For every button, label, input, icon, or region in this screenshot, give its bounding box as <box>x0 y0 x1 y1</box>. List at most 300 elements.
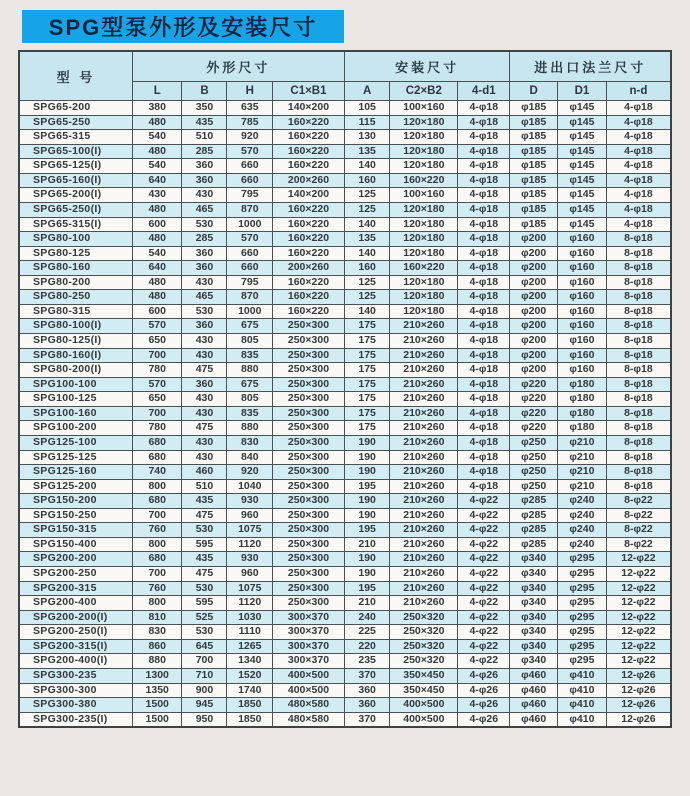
cell-L: 680 <box>132 552 182 567</box>
cell-4-d1: 4-φ18 <box>458 101 510 116</box>
cell-C2xB2: 120×180 <box>390 144 458 159</box>
cell-H: 1740 <box>227 683 273 698</box>
header-group-outline: 外形尺寸 <box>132 51 344 82</box>
cell-C2xB2: 120×180 <box>390 159 458 174</box>
cell-H: 785 <box>227 115 273 130</box>
cell-H: 795 <box>227 275 273 290</box>
cell-L: 640 <box>132 261 182 276</box>
cell-B: 430 <box>182 406 227 421</box>
cell-A: 190 <box>344 435 390 450</box>
cell-H: 930 <box>227 552 273 567</box>
cell-L: 700 <box>132 406 182 421</box>
cell-H: 880 <box>227 421 273 436</box>
table-row <box>19 101 671 116</box>
cell-A: 195 <box>344 479 390 494</box>
cell-D1: φ145 <box>557 144 606 159</box>
cell-D1: φ240 <box>557 523 606 538</box>
column-header-B: B <box>182 82 227 101</box>
cell-C2xB2: 210×260 <box>390 406 458 421</box>
cell-D1: φ180 <box>557 421 606 436</box>
cell-model: SPG300-235 <box>19 668 132 683</box>
cell-A: 195 <box>344 523 390 538</box>
cell-model: SPG80-125(I) <box>19 334 132 349</box>
cell-L: 1350 <box>132 683 182 698</box>
cell-D: φ250 <box>510 435 558 450</box>
cell-model: SPG100-100 <box>19 377 132 392</box>
cell-H: 660 <box>227 159 273 174</box>
cell-D: φ340 <box>510 596 558 611</box>
cell-n-d: 8-φ18 <box>606 246 671 261</box>
cell-B: 430 <box>182 348 227 363</box>
table-row <box>19 319 671 334</box>
column-header-D: D <box>510 82 558 101</box>
cell-C2xB2: 210×260 <box>390 552 458 567</box>
table-body <box>19 101 671 728</box>
table-row <box>19 523 671 538</box>
cell-D: φ185 <box>510 159 558 174</box>
table-row <box>19 377 671 392</box>
cell-A: 135 <box>344 144 390 159</box>
cell-B: 465 <box>182 202 227 217</box>
cell-D1: φ410 <box>557 683 606 698</box>
cell-D: φ250 <box>510 479 558 494</box>
cell-A: 175 <box>344 348 390 363</box>
cell-C2xB2: 120×180 <box>390 217 458 232</box>
cell-A: 125 <box>344 188 390 203</box>
cell-A: 140 <box>344 246 390 261</box>
cell-A: 125 <box>344 202 390 217</box>
cell-D1: φ160 <box>557 363 606 378</box>
cell-D: φ340 <box>510 581 558 596</box>
cell-A: 130 <box>344 130 390 145</box>
cell-C2xB2: 400×500 <box>390 712 458 727</box>
cell-model: SPG100-200 <box>19 421 132 436</box>
cell-4-d1: 4-φ18 <box>458 159 510 174</box>
cell-A: 160 <box>344 173 390 188</box>
cell-C1xB1: 250×300 <box>273 465 345 480</box>
cell-D1: φ160 <box>557 261 606 276</box>
table-row <box>19 537 671 552</box>
cell-model: SPG65-250(I) <box>19 202 132 217</box>
cell-B: 710 <box>182 668 227 683</box>
cell-B: 510 <box>182 130 227 145</box>
cell-C2xB2: 210×260 <box>390 508 458 523</box>
cell-model: SPG65-200 <box>19 101 132 116</box>
cell-C2xB2: 210×260 <box>390 567 458 582</box>
cell-H: 930 <box>227 494 273 509</box>
cell-H: 1030 <box>227 610 273 625</box>
cell-D1: φ410 <box>557 698 606 713</box>
cell-model: SPG150-400 <box>19 537 132 552</box>
cell-model: SPG200-400(I) <box>19 654 132 669</box>
cell-C2xB2: 120×180 <box>390 115 458 130</box>
cell-B: 950 <box>182 712 227 727</box>
cell-A: 175 <box>344 377 390 392</box>
cell-H: 1850 <box>227 698 273 713</box>
cell-A: 240 <box>344 610 390 625</box>
cell-D1: φ160 <box>557 334 606 349</box>
cell-C2xB2: 210×260 <box>390 581 458 596</box>
header-group-install: 安装尺寸 <box>344 51 510 82</box>
cell-H: 920 <box>227 465 273 480</box>
cell-B: 435 <box>182 552 227 567</box>
cell-L: 540 <box>132 246 182 261</box>
cell-model: SPG65-160(I) <box>19 173 132 188</box>
cell-C2xB2: 350×450 <box>390 668 458 683</box>
cell-n-d: 8-φ18 <box>606 261 671 276</box>
cell-L: 600 <box>132 217 182 232</box>
table-row <box>19 188 671 203</box>
cell-model: SPG100-125 <box>19 392 132 407</box>
cell-H: 660 <box>227 246 273 261</box>
cell-D: φ285 <box>510 523 558 538</box>
cell-D: φ460 <box>510 712 558 727</box>
cell-model: SPG200-315 <box>19 581 132 596</box>
cell-A: 225 <box>344 625 390 640</box>
column-header-C1xB1: C1×B1 <box>273 82 345 101</box>
cell-C1xB1: 160×220 <box>273 115 345 130</box>
cell-C1xB1: 200×260 <box>273 261 345 276</box>
cell-4-d1: 4-φ18 <box>458 261 510 276</box>
cell-D: φ200 <box>510 319 558 334</box>
cell-D1: φ145 <box>557 202 606 217</box>
cell-C1xB1: 160×220 <box>273 144 345 159</box>
cell-L: 540 <box>132 130 182 145</box>
cell-L: 760 <box>132 523 182 538</box>
cell-L: 480 <box>132 290 182 305</box>
table-row <box>19 406 671 421</box>
cell-B: 900 <box>182 683 227 698</box>
cell-H: 660 <box>227 173 273 188</box>
cell-L: 1300 <box>132 668 182 683</box>
cell-n-d: 12-φ22 <box>606 625 671 640</box>
cell-C1xB1: 250×300 <box>273 435 345 450</box>
table-row <box>19 275 671 290</box>
cell-model: SPG200-315(I) <box>19 639 132 654</box>
cell-model: SPG65-315(I) <box>19 217 132 232</box>
cell-C1xB1: 250×300 <box>273 334 345 349</box>
cell-H: 1120 <box>227 537 273 552</box>
table-row <box>19 668 671 683</box>
cell-4-d1: 4-φ18 <box>458 130 510 145</box>
column-header-n-d: n-d <box>606 82 671 101</box>
pump-dimensions-table <box>18 50 672 728</box>
cell-H: 920 <box>227 130 273 145</box>
cell-A: 370 <box>344 668 390 683</box>
cell-C2xB2: 210×260 <box>390 392 458 407</box>
cell-C1xB1: 250×300 <box>273 392 345 407</box>
cell-B: 285 <box>182 232 227 247</box>
cell-model: SPG80-160(I) <box>19 348 132 363</box>
cell-C1xB1: 160×220 <box>273 232 345 247</box>
cell-L: 380 <box>132 101 182 116</box>
cell-D: φ185 <box>510 202 558 217</box>
cell-D: φ340 <box>510 625 558 640</box>
cell-4-d1: 4-φ18 <box>458 435 510 450</box>
cell-4-d1: 4-φ18 <box>458 363 510 378</box>
cell-A: 175 <box>344 319 390 334</box>
cell-D1: φ145 <box>557 159 606 174</box>
cell-B: 430 <box>182 450 227 465</box>
cell-B: 475 <box>182 421 227 436</box>
cell-H: 660 <box>227 261 273 276</box>
cell-C1xB1: 250×300 <box>273 421 345 436</box>
cell-C1xB1: 300×370 <box>273 625 345 640</box>
cell-4-d1: 4-φ22 <box>458 494 510 509</box>
cell-B: 360 <box>182 246 227 261</box>
cell-4-d1: 4-φ18 <box>458 275 510 290</box>
cell-C2xB2: 210×260 <box>390 494 458 509</box>
table-row <box>19 261 671 276</box>
column-header-model: 型 号 <box>19 51 132 101</box>
cell-n-d: 8-φ18 <box>606 421 671 436</box>
cell-C1xB1: 250×300 <box>273 567 345 582</box>
cell-C2xB2: 210×260 <box>390 465 458 480</box>
cell-model: SPG200-200(I) <box>19 610 132 625</box>
cell-model: SPG200-250(I) <box>19 625 132 640</box>
cell-4-d1: 4-φ22 <box>458 654 510 669</box>
cell-4-d1: 4-φ18 <box>458 479 510 494</box>
cell-C2xB2: 120×180 <box>390 246 458 261</box>
cell-D1: φ295 <box>557 639 606 654</box>
cell-D: φ285 <box>510 508 558 523</box>
cell-D1: φ240 <box>557 494 606 509</box>
cell-L: 480 <box>132 275 182 290</box>
table-row <box>19 508 671 523</box>
cell-C2xB2: 120×180 <box>390 275 458 290</box>
cell-A: 135 <box>344 232 390 247</box>
cell-n-d: 4-φ18 <box>606 217 671 232</box>
cell-C1xB1: 250×300 <box>273 581 345 596</box>
cell-L: 760 <box>132 581 182 596</box>
cell-L: 640 <box>132 173 182 188</box>
cell-D: φ200 <box>510 304 558 319</box>
cell-L: 480 <box>132 202 182 217</box>
cell-D: φ185 <box>510 188 558 203</box>
cell-D: φ220 <box>510 377 558 392</box>
cell-C2xB2: 210×260 <box>390 537 458 552</box>
cell-C1xB1: 160×220 <box>273 130 345 145</box>
cell-L: 680 <box>132 494 182 509</box>
cell-L: 480 <box>132 232 182 247</box>
table-row <box>19 130 671 145</box>
cell-n-d: 4-φ18 <box>606 202 671 217</box>
cell-D: φ340 <box>510 552 558 567</box>
cell-n-d: 8-φ18 <box>606 450 671 465</box>
cell-A: 190 <box>344 508 390 523</box>
table-row <box>19 217 671 232</box>
cell-B: 430 <box>182 334 227 349</box>
cell-D1: φ410 <box>557 712 606 727</box>
cell-n-d: 4-φ18 <box>606 159 671 174</box>
cell-L: 1500 <box>132 712 182 727</box>
cell-D1: φ160 <box>557 348 606 363</box>
cell-A: 360 <box>344 698 390 713</box>
cell-4-d1: 4-φ26 <box>458 712 510 727</box>
cell-B: 460 <box>182 465 227 480</box>
page-title <box>22 10 344 43</box>
cell-D: φ200 <box>510 363 558 378</box>
cell-4-d1: 4-φ18 <box>458 188 510 203</box>
cell-n-d: 8-φ22 <box>606 494 671 509</box>
cell-C1xB1: 160×220 <box>273 202 345 217</box>
cell-4-d1: 4-φ18 <box>458 465 510 480</box>
cell-A: 360 <box>344 683 390 698</box>
cell-C2xB2: 120×180 <box>390 232 458 247</box>
column-header-L: L <box>132 82 182 101</box>
cell-A: 210 <box>344 537 390 552</box>
cell-D: φ340 <box>510 610 558 625</box>
table-header <box>19 51 671 101</box>
cell-L: 480 <box>132 144 182 159</box>
cell-C2xB2: 210×260 <box>390 421 458 436</box>
cell-D: φ200 <box>510 275 558 290</box>
cell-L: 540 <box>132 159 182 174</box>
cell-A: 160 <box>344 261 390 276</box>
cell-n-d: 12-φ26 <box>606 683 671 698</box>
cell-B: 595 <box>182 596 227 611</box>
cell-model: SPG80-100 <box>19 232 132 247</box>
cell-4-d1: 4-φ18 <box>458 450 510 465</box>
cell-n-d: 4-φ18 <box>606 115 671 130</box>
cell-model: SPG125-125 <box>19 450 132 465</box>
cell-D: φ200 <box>510 348 558 363</box>
cell-B: 285 <box>182 144 227 159</box>
cell-L: 650 <box>132 334 182 349</box>
cell-B: 465 <box>182 290 227 305</box>
cell-A: 140 <box>344 217 390 232</box>
cell-H: 1265 <box>227 639 273 654</box>
cell-n-d: 12-φ26 <box>606 668 671 683</box>
cell-B: 530 <box>182 581 227 596</box>
cell-n-d: 12-φ26 <box>606 698 671 713</box>
cell-model: SPG80-100(I) <box>19 319 132 334</box>
cell-D: φ340 <box>510 567 558 582</box>
cell-4-d1: 4-φ18 <box>458 173 510 188</box>
cell-model: SPG150-200 <box>19 494 132 509</box>
cell-C1xB1: 250×300 <box>273 508 345 523</box>
cell-B: 945 <box>182 698 227 713</box>
cell-D1: φ210 <box>557 479 606 494</box>
table-row <box>19 698 671 713</box>
table-row <box>19 246 671 261</box>
cell-n-d: 8-φ18 <box>606 479 671 494</box>
cell-D1: φ180 <box>557 392 606 407</box>
cell-A: 115 <box>344 115 390 130</box>
cell-H: 1120 <box>227 596 273 611</box>
column-header-D1: D1 <box>557 82 606 101</box>
table-row <box>19 421 671 436</box>
cell-H: 635 <box>227 101 273 116</box>
cell-C1xB1: 250×300 <box>273 596 345 611</box>
cell-A: 190 <box>344 567 390 582</box>
cell-A: 140 <box>344 159 390 174</box>
cell-H: 1000 <box>227 217 273 232</box>
cell-C2xB2: 210×260 <box>390 435 458 450</box>
cell-D1: φ210 <box>557 465 606 480</box>
cell-L: 650 <box>132 392 182 407</box>
cell-L: 700 <box>132 348 182 363</box>
cell-n-d: 8-φ18 <box>606 304 671 319</box>
cell-model: SPG300-380 <box>19 698 132 713</box>
cell-H: 840 <box>227 450 273 465</box>
cell-A: 175 <box>344 392 390 407</box>
cell-model: SPG65-100(I) <box>19 144 132 159</box>
cell-C1xB1: 250×300 <box>273 406 345 421</box>
cell-H: 1520 <box>227 668 273 683</box>
cell-C2xB2: 210×260 <box>390 377 458 392</box>
cell-B: 530 <box>182 523 227 538</box>
table-row <box>19 494 671 509</box>
cell-n-d: 12-φ22 <box>606 639 671 654</box>
cell-H: 1340 <box>227 654 273 669</box>
cell-D: φ460 <box>510 668 558 683</box>
cell-model: SPG300-300 <box>19 683 132 698</box>
cell-B: 475 <box>182 508 227 523</box>
cell-C2xB2: 210×260 <box>390 334 458 349</box>
cell-C2xB2: 250×320 <box>390 625 458 640</box>
cell-C1xB1: 400×500 <box>273 683 345 698</box>
cell-C2xB2: 210×260 <box>390 479 458 494</box>
cell-B: 350 <box>182 101 227 116</box>
cell-C1xB1: 250×300 <box>273 348 345 363</box>
cell-H: 805 <box>227 392 273 407</box>
table-row <box>19 334 671 349</box>
cell-B: 360 <box>182 159 227 174</box>
cell-B: 435 <box>182 115 227 130</box>
cell-H: 835 <box>227 406 273 421</box>
cell-4-d1: 4-φ22 <box>458 581 510 596</box>
cell-C1xB1: 250×300 <box>273 537 345 552</box>
header-group-row <box>19 51 671 82</box>
cell-D: φ285 <box>510 494 558 509</box>
cell-D: φ250 <box>510 450 558 465</box>
cell-n-d: 12-φ22 <box>606 552 671 567</box>
cell-n-d: 12-φ22 <box>606 654 671 669</box>
cell-C1xB1: 250×300 <box>273 319 345 334</box>
cell-B: 595 <box>182 537 227 552</box>
table-row <box>19 144 671 159</box>
cell-model: SPG80-315 <box>19 304 132 319</box>
column-header-4-d1: 4-d1 <box>458 82 510 101</box>
cell-D1: φ160 <box>557 290 606 305</box>
cell-n-d: 4-φ18 <box>606 173 671 188</box>
cell-C1xB1: 300×370 <box>273 654 345 669</box>
cell-D: φ200 <box>510 246 558 261</box>
cell-4-d1: 4-φ26 <box>458 698 510 713</box>
table-row <box>19 683 671 698</box>
cell-4-d1: 4-φ22 <box>458 610 510 625</box>
table-row <box>19 639 671 654</box>
cell-D1: φ240 <box>557 537 606 552</box>
cell-C1xB1: 480×580 <box>273 698 345 713</box>
cell-L: 700 <box>132 567 182 582</box>
cell-D: φ200 <box>510 290 558 305</box>
cell-A: 175 <box>344 363 390 378</box>
cell-C2xB2: 250×320 <box>390 654 458 669</box>
table-row <box>19 115 671 130</box>
cell-B: 430 <box>182 188 227 203</box>
cell-B: 360 <box>182 261 227 276</box>
cell-n-d: 4-φ18 <box>606 188 671 203</box>
cell-H: 870 <box>227 202 273 217</box>
cell-D: φ200 <box>510 232 558 247</box>
cell-D1: φ210 <box>557 435 606 450</box>
cell-H: 1040 <box>227 479 273 494</box>
cell-C1xB1: 160×220 <box>273 159 345 174</box>
cell-D1: φ145 <box>557 115 606 130</box>
cell-L: 780 <box>132 421 182 436</box>
